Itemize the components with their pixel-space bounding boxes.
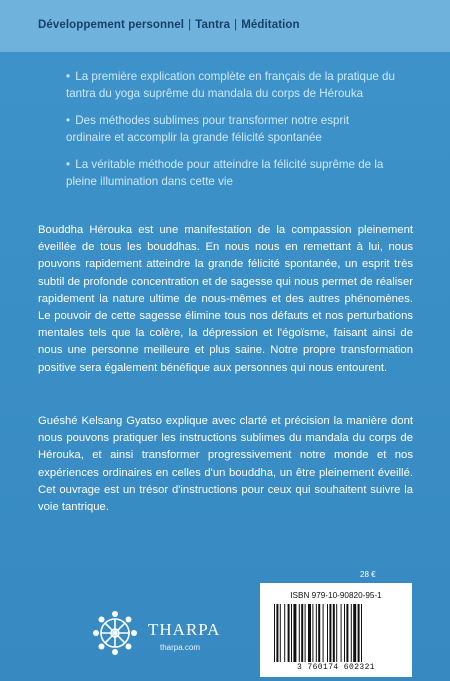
highlight-text: La première explication complète en français de la pratique du tantra du yoga suprême du mandala du corps de Hérouka — [66, 70, 395, 100]
highlight-text: La véritable méthode pour atteindre la félicité suprême de la pleine illumination dans cette vie — [66, 158, 384, 188]
publisher-logo — [88, 606, 228, 666]
author-paragraph: Guéshé Kelsang Gyatso explique avec clarté et précision la manière dont nous pouvons pratiquer les instructions sublimes du mandala du corps de Hérouka, et ainsi transformer progressivement notre monde et nos expériences ordinaires en celles d'un bouddha, un être pleinement éveillé. Cet ouvrage est un trésor d'instructions pour ceux qui souhaitent suivre la voie tantrique. — [38, 415, 413, 514]
description-paragraph: Bouddha Hérouka est une manifestation de la compassion pleinement éveillée de tous les bouddhas. En nous nous en remettant à lui, nous pouvons rapidement atteindre la grande félicité spontanée, un esprit très subtil de profonde concentration et de sagesse qui nous permet de réaliser rapidement la nature ultime de nous-mêmes et des autres phénomènes. Le pouvoir de cette sagesse élimine tous nos défauts et nos perturbations mentales tels que la colère, la dépression et l'égoïsme, faisant ainsi de nous une personne meilleure et plus saine. Notre propre transformation positive sera également bénéfique aux personnes qui nous entourent. — [38, 224, 413, 374]
isbn-number: ISBN 979-10-90820-95-1 — [290, 591, 382, 600]
bullet-marker: • — [66, 70, 71, 83]
highlight-item — [66, 113, 396, 146]
dharma-wheel-icon — [88, 606, 142, 660]
highlight-item — [66, 157, 396, 190]
category-meditation: Méditation — [241, 19, 300, 31]
category-separator: | — [188, 19, 192, 31]
bullet-marker: • — [66, 158, 71, 171]
highlight-text: Des méthodes sublimes pour transformer notre esprit ordinaire et accomplir la grande félicité spontanée — [66, 114, 350, 144]
category-tantra: Tantra — [195, 19, 231, 31]
highlights-list — [66, 69, 396, 201]
bullet-marker: • — [66, 114, 71, 127]
barcode-panel — [260, 583, 412, 677]
barcode-icon — [272, 604, 402, 662]
highlight-item — [66, 69, 396, 102]
barcode-digits: 3 760174 602321 — [296, 663, 375, 672]
publisher-website: tharpa.com — [160, 643, 201, 652]
category-list — [38, 19, 418, 31]
category-personal-development: Développement personnel — [38, 19, 185, 31]
category-band — [0, 0, 450, 52]
publisher-name: THARPA — [148, 620, 221, 639]
category-separator: | — [234, 19, 238, 31]
price-label: 28 € — [360, 570, 376, 579]
